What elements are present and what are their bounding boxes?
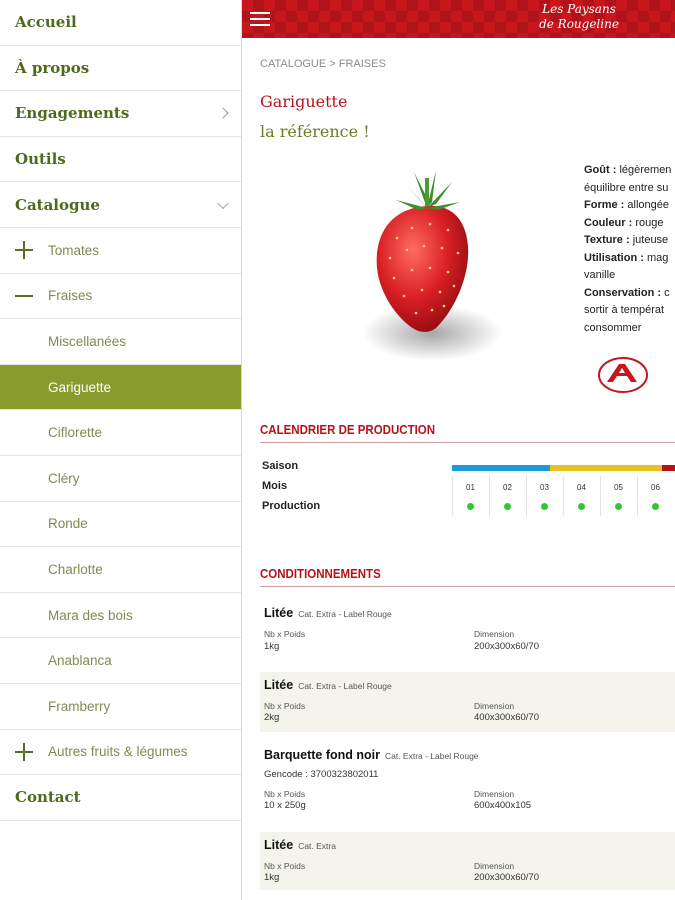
season-bar-red [662,465,675,471]
nav-ronde[interactable] [0,502,241,548]
desc-line: consommer [584,321,642,334]
production-dot [615,503,622,510]
nav-label: Tomates [48,242,100,258]
dimension-label: Dimension [474,789,515,799]
weight-value: 1kg [264,872,280,883]
dimension-label: Dimension [474,701,515,711]
label-rouge-logo [597,356,649,394]
nav-label: Accueil [15,13,77,32]
packaging-name: Litée Cat. Extra - Label Rouge [264,606,392,620]
nav-label: Miscellanées [48,333,127,349]
nav-contact[interactable] [0,775,241,821]
nav-charlotte[interactable] [0,547,241,593]
nav-label: Cléry [48,470,80,486]
month-number: 01 [466,483,475,492]
nav-engagements[interactable] [0,91,241,137]
nav-tomates[interactable] [0,228,241,274]
production-label: Production [262,500,321,512]
packaging-item [260,832,675,890]
weight-label: Nb x Poids [264,861,306,871]
logo-line1: Les Paysans [542,2,616,16]
month-number: 06 [651,483,660,492]
weight-value: 2kg [264,712,280,723]
season-label: Saison [262,460,299,472]
nav-label: Anablanca [48,653,112,669]
production-dot [504,503,511,510]
packaging-category: Cat. Extra - Label Rouge [384,751,479,761]
desc-line: Texture : juteuse [584,234,669,246]
production-dot [541,503,548,510]
nav-label: Outils [15,150,66,169]
dimension-value: 200x300x60/70 [474,872,539,883]
nav-gariguette[interactable] [0,365,241,411]
nav-label: À propos [15,58,90,77]
minus-icon [15,287,33,305]
dimension-value: 200x300x60/70 [474,641,539,652]
packaging-category: Cat. Extra - Label Rouge [298,609,392,619]
nav-mara-des-bois[interactable] [0,593,241,639]
nav-label: Mara des bois [48,607,133,623]
packaging-name: Litée Cat. Extra - Label Rouge [264,678,392,692]
month-cell [452,476,488,516]
month-cell [600,476,636,516]
product-detail [242,38,675,900]
packaging-name: Barquette fond noir Cat. Extra - Label Rouge [264,748,479,762]
nav-label: Fraises [48,288,93,304]
nav-fraises[interactable] [0,274,241,320]
desc-line: Goût : légèremen [584,164,672,176]
desc-line: vanille [584,269,616,281]
plus-icon [15,241,33,259]
nav-label: Engagements [15,104,130,123]
chevron-down-icon [217,197,228,208]
production-dot [467,503,474,510]
nav-ciflorette[interactable] [0,410,241,456]
nav-anablanca[interactable] [0,638,241,684]
month-cell [563,476,599,516]
nav-label: Contact [15,788,81,807]
nav-label: Catalogue [15,195,100,214]
plus-icon [15,743,33,761]
section-divider [260,586,675,587]
nav-label: Gariguette [48,379,112,395]
nav-label: Autres fruits & légumes [48,744,188,760]
brand-logo [539,2,619,32]
sidebar-nav [0,0,242,900]
gencode-value: Gencode : 3700323802011 [264,769,379,780]
season-bar-blue [452,465,550,471]
breadcrumb[interactable]: CATALOGUE > FRAISES [260,58,386,70]
product-characteristics [584,162,675,337]
weight-value: 1kg [264,641,280,652]
nav-catalogue[interactable] [0,182,241,228]
month-cell [637,476,673,516]
desc-line: sortir à températ [584,304,665,316]
desc-line: équilibre entre su [584,181,669,194]
packaging-category: Cat. Extra [298,841,336,851]
season-bar-yellow [550,465,662,471]
nav-accueil[interactable] [0,0,241,46]
nav-miscellanees[interactable] [0,319,241,365]
nav-label: Ronde [48,516,88,532]
production-dot [652,503,659,510]
dimension-value: 600x400x105 [474,800,532,811]
month-cell [526,476,562,516]
product-title: Gariguette [260,92,348,111]
chevron-right-icon [217,108,228,119]
month-number: 05 [614,483,623,492]
packaging-name: Litée Cat. Extra [264,838,336,852]
packaging-category: Cat. Extra - Label Rouge [298,681,392,691]
logo-line2: de Rougeline [539,17,619,31]
nav-label: Charlotte [48,561,103,577]
nav-label: Ciflorette [48,425,103,441]
month-number: 02 [503,483,512,492]
product-subtitle: la référence ! [260,122,370,141]
nav-framberry[interactable] [0,684,241,730]
hamburger-menu-icon[interactable] [250,11,270,27]
packaging-section-title: CONDITIONNEMENTS [260,567,381,581]
dimension-label: Dimension [474,629,515,639]
weight-label: Nb x Poids [264,701,306,711]
section-divider [260,442,675,443]
app-header [242,0,675,38]
packaging-item [260,742,675,820]
packaging-item [260,600,675,664]
nav-clery[interactable] [0,456,241,502]
month-label: Mois [262,480,288,492]
desc-line: Conservation : c [584,286,670,299]
dimension-label: Dimension [474,861,515,871]
nav-outils[interactable] [0,137,241,183]
calendar-section-title: CALENDRIER DE PRODUCTION [260,423,436,437]
weight-label: Nb x Poids [264,629,306,639]
nav-autres-fruits-legumes[interactable] [0,730,241,776]
weight-label: Nb x Poids [264,789,306,799]
weight-value: 10 x 250g [264,800,306,811]
packaging-item [260,672,675,732]
strawberry-image [352,158,502,368]
desc-line: Couleur : rouge [584,216,664,229]
desc-line: Utilisation : mag [584,251,669,264]
nav-label: Framberry [48,698,111,714]
month-number: 03 [540,483,549,492]
month-number: 04 [577,483,586,492]
dimension-value: 400x300x60/70 [474,712,539,723]
production-dot [578,503,585,510]
nav-a-propos[interactable] [0,46,241,92]
desc-line: Forme : allongée [584,199,669,211]
month-cell [489,476,525,516]
